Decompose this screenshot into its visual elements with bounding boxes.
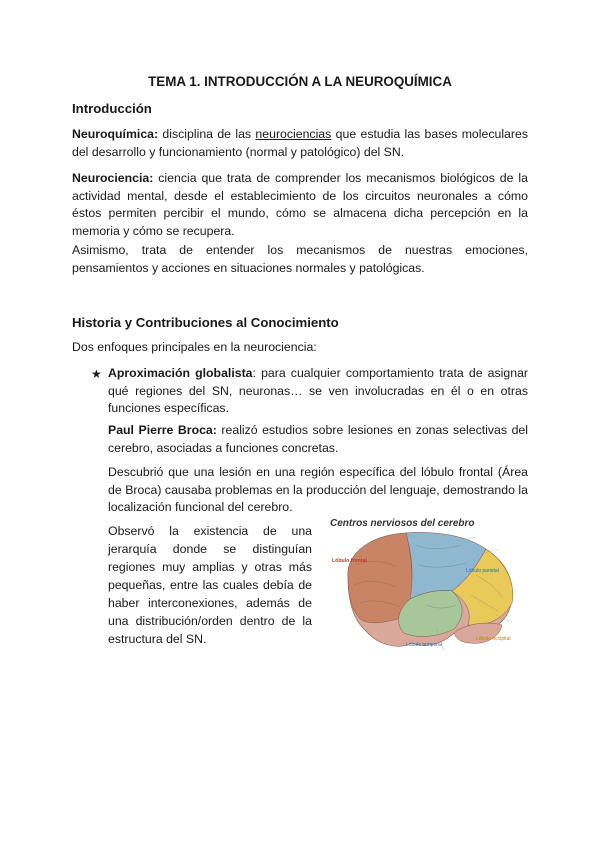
paragraph-asimismo: Asimismo, trata de entender los mecanismos de nuestras emociones, pensamientos y acciones en situaciones normales y patológicas.: [72, 243, 528, 275]
paragraph-descubrio: Descubrió que una lesión en una región específica del lóbulo frontal (Área de Broca) causaba problemas en la producción del lenguaje, demostrando la localización funcional del cerebro.: [108, 465, 528, 515]
paragraph-broca: Paul Pierre Broca: realizó estudios sobre lesiones en zonas selectivas del cerebro, asociadas a funciones concretas.: [108, 423, 528, 455]
section-heading-historia: Historia y Contribuciones al Conocimiento: [72, 315, 339, 330]
link-neurociencias[interactable]: neurociencias: [255, 127, 332, 141]
figure-title: Centros nerviosos del cerebro: [330, 518, 475, 529]
term-aproximacion: Aproximación globalista: [108, 366, 253, 380]
paragraph-lead: Dos enfoques principales en la neurociencia:: [72, 340, 317, 354]
term-broca: Paul Pierre Broca:: [108, 423, 217, 437]
term-neuroquimica: Neuroquímica:: [72, 127, 159, 141]
star-bullet-icon: ★: [91, 367, 102, 381]
label-occipital-lobe: Lóbulo occipital: [476, 636, 511, 642]
term-neurociencia: Neurociencia:: [72, 171, 154, 185]
page-title: TEMA 1. INTRODUCCIÓN A LA NEUROQUÍMICA: [148, 74, 452, 89]
section-heading-introduccion: Introducción: [72, 101, 152, 116]
label-temporal-lobe: Lóbulo temporal: [406, 642, 442, 648]
label-frontal-lobe: Lóbulo frontal: [332, 558, 367, 564]
paragraph-neuroquimica: Neuroquímica: disciplina de las neurociencias que estudia las bases moleculares del desarrollo y funcionamiento (normal y patológico) del SN.: [72, 127, 528, 159]
paragraph-observo: Observó la existencia de una jerarquía donde se distinguían regiones muy amplias y otras más pequeñas, entre las cuales debía de haber interconexiones, además de una distribución/orden dentro de la estructura del SN.: [108, 524, 312, 646]
label-parietal-lobe: Lóbulo parietal: [466, 568, 499, 574]
paragraph-neurociencia: Neurociencia: ciencia que trata de comprender los mecanismos biológicos de la actividad mental, desde el establecimiento de los circuitos neuronales a cómo éstos permiten percibir el mundo, cómo se almacena dicha percepción en la memoria y cómo se recupera.: [72, 171, 528, 238]
paragraph-aproximacion: Aproximación globalista: para cualquier comportamiento trata de asignar qué regiones del SN, neuronas… se ven involucradas en él o en otras funciones específicas.: [108, 366, 529, 416]
brain-figure: [326, 515, 528, 663]
